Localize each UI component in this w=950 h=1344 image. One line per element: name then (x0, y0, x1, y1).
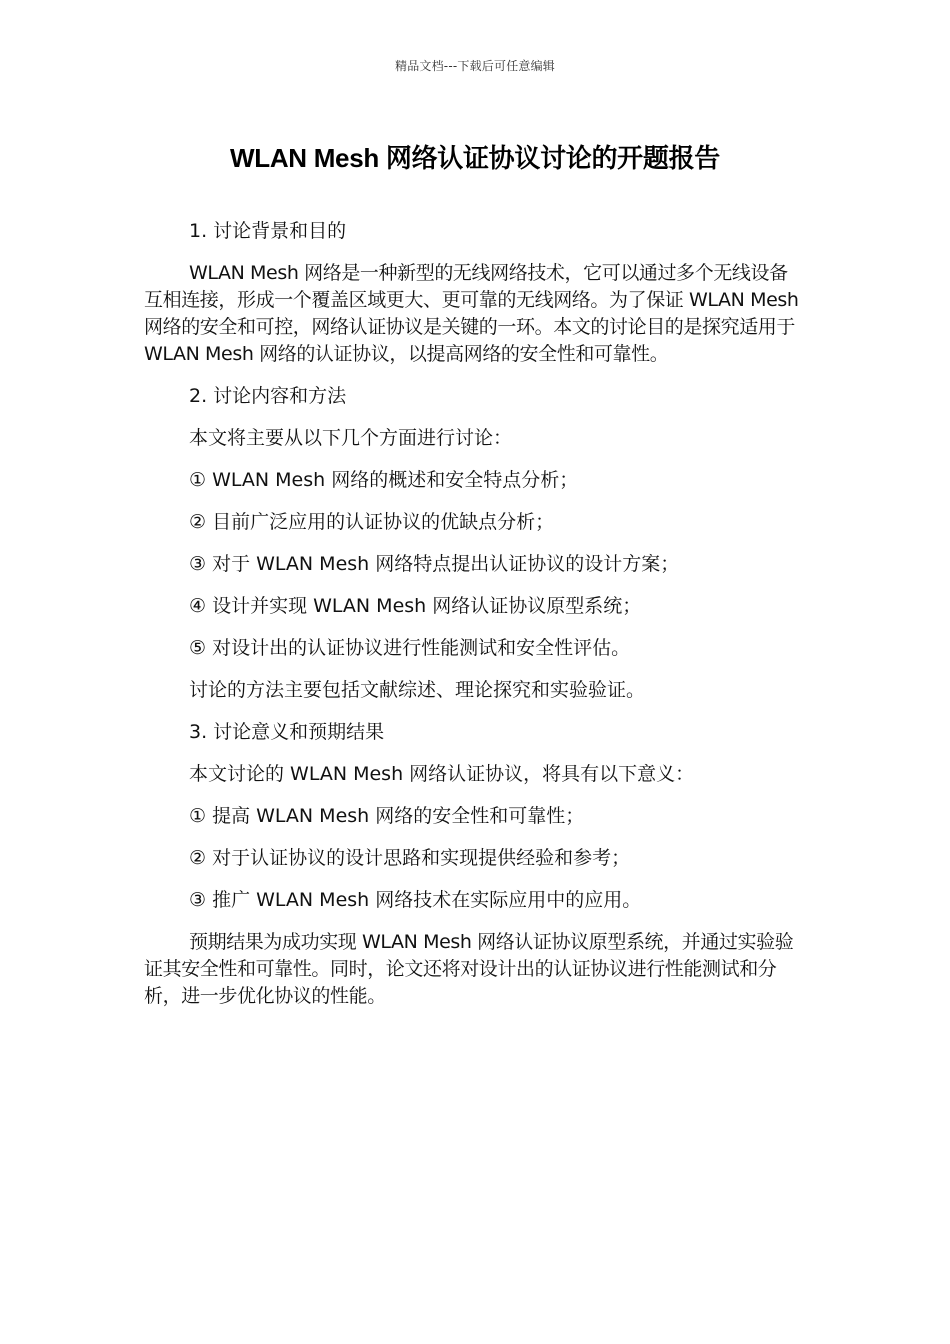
section-1-heading: 1. 讨论背景和目的 (189, 220, 347, 242)
list-item: ② 对于认证协议的设计思路和实现提供经验和参考； (189, 847, 631, 869)
list-item: ⑤ 对设计出的认证协议进行性能测试和安全性评估。 (189, 637, 631, 659)
list-item: ④ 设计并实现 WLAN Mesh 网络认证协议原型系统； (189, 595, 642, 617)
list-item: ② 目前广泛应用的认证协议的优缺点分析； (189, 511, 555, 533)
list-item: ③ 对于 WLAN Mesh 网络特点提出认证协议的设计方案； (189, 553, 680, 575)
document-body (144, 218, 800, 1025)
section-2-intro: 本文将主要从以下几个方面进行讨论： (189, 427, 513, 449)
section-3-intro: 本文讨论的 WLAN Mesh 网络认证协议，将具有以下意义： (189, 763, 695, 785)
list-item: ③ 推广 WLAN Mesh 网络技术在实际应用中的应用。 (189, 889, 642, 911)
list-item: ① 提高 WLAN Mesh 网络的安全性和可靠性； (189, 805, 585, 827)
section-1-paragraph: WLAN Mesh 网络是一种新型的无线网络技术，它可以通过多个无线设备互相连接，形成一个覆盖区域更大、更可靠的无线网络。为了保证 WLAN Mesh 网络的安全和可控，网络认证协议是关键的一环。本文的讨论目的是探究适用于 WLAN Mesh 网络的认证协议，以提高网络的安全性和可靠性。 (144, 262, 799, 365)
section-2-heading: 2. 讨论内容和方法 (189, 385, 347, 407)
section-2-method: 讨论的方法主要包括文献综述、理论探究和实验验证。 (189, 679, 646, 701)
section-3-result-paragraph: 预期结果为成功实现 WLAN Mesh 网络认证协议原型系统，并通过实验验证其安全性和可靠性。同时，论文还将对设计出的认证协议进行性能测试和分析，进一步优化协议的性能。 (144, 931, 794, 1007)
header-note: 精品文档---下载后可任意编辑 (395, 59, 555, 73)
list-item: ① WLAN Mesh 网络的概述和安全特点分析； (189, 469, 579, 491)
section-3-heading: 3. 讨论意义和预期结果 (189, 721, 385, 743)
document-title: WLAN Mesh 网络认证协议讨论的开题报告 (230, 143, 720, 173)
